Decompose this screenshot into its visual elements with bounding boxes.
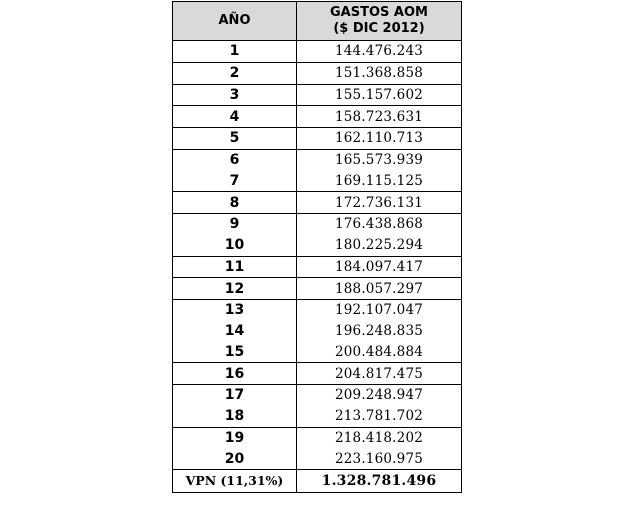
value-cell: 180.225.294: [297, 235, 462, 256]
table-header-row: [173, 2, 462, 41]
year-cell: 7: [173, 171, 297, 192]
value-cell: 223.160.975: [297, 448, 462, 469]
table-row: [173, 256, 462, 278]
table-row: [173, 427, 462, 448]
year-cell: 15: [173, 342, 297, 363]
value-cell: 218.418.202: [297, 427, 462, 448]
value-cell: 158.723.631: [297, 106, 462, 128]
value-cell: 184.097.417: [297, 256, 462, 278]
year-cell: 14: [173, 321, 297, 342]
header-expenses-title: GASTOS AOM: [330, 5, 428, 20]
table-row: [173, 62, 462, 84]
year-cell: 12: [173, 278, 297, 300]
year-cell: 16: [173, 363, 297, 385]
year-cell: 9: [173, 214, 297, 235]
table-row: [173, 278, 462, 300]
year-cell: 20: [173, 448, 297, 469]
value-cell: 176.438.868: [297, 214, 462, 235]
vpn-value: 1.328.781.496: [297, 470, 462, 493]
header-expenses: [297, 2, 462, 41]
value-cell: 209.248.947: [297, 385, 462, 406]
year-cell: 6: [173, 149, 297, 170]
table-row: [173, 321, 462, 342]
table-row: [173, 84, 462, 106]
year-cell: 17: [173, 385, 297, 406]
year-cell: 10: [173, 235, 297, 256]
year-cell: 5: [173, 128, 297, 150]
table-row: [173, 406, 462, 427]
value-cell: 144.476.243: [297, 41, 462, 63]
value-cell: 172.736.131: [297, 192, 462, 214]
table-row: [173, 235, 462, 256]
value-cell: 165.573.939: [297, 149, 462, 170]
vpn-row: [173, 470, 462, 493]
year-cell: 4: [173, 106, 297, 128]
table-row: [173, 385, 462, 406]
table-row: [173, 149, 462, 170]
year-cell: 3: [173, 84, 297, 106]
value-cell: 213.781.702: [297, 406, 462, 427]
table-row: [173, 342, 462, 363]
year-cell: 2: [173, 62, 297, 84]
vpn-label: VPN (11,31%): [173, 470, 297, 493]
header-year: AÑO: [173, 2, 297, 41]
value-cell: 169.115.125: [297, 171, 462, 192]
value-cell: 162.110.713: [297, 128, 462, 150]
year-cell: 18: [173, 406, 297, 427]
table-row: [173, 171, 462, 192]
aom-expenses-table: [172, 1, 462, 493]
year-cell: 13: [173, 300, 297, 321]
table-row: [173, 128, 462, 150]
table-row: [173, 214, 462, 235]
value-cell: 196.248.835: [297, 321, 462, 342]
year-cell: 19: [173, 427, 297, 448]
header-expenses-unit: ($ DIC 2012): [333, 21, 425, 36]
table-row: [173, 106, 462, 128]
value-cell: 151.368.858: [297, 62, 462, 84]
value-cell: 192.107.047: [297, 300, 462, 321]
year-cell: 11: [173, 256, 297, 278]
value-cell: 188.057.297: [297, 278, 462, 300]
value-cell: 200.484.884: [297, 342, 462, 363]
year-cell: 1: [173, 41, 297, 63]
table-row: [173, 448, 462, 469]
year-cell: 8: [173, 192, 297, 214]
value-cell: 204.817.475: [297, 363, 462, 385]
table-row: [173, 300, 462, 321]
table-row: [173, 363, 462, 385]
table-row: [173, 41, 462, 63]
table-row: [173, 192, 462, 214]
value-cell: 155.157.602: [297, 84, 462, 106]
